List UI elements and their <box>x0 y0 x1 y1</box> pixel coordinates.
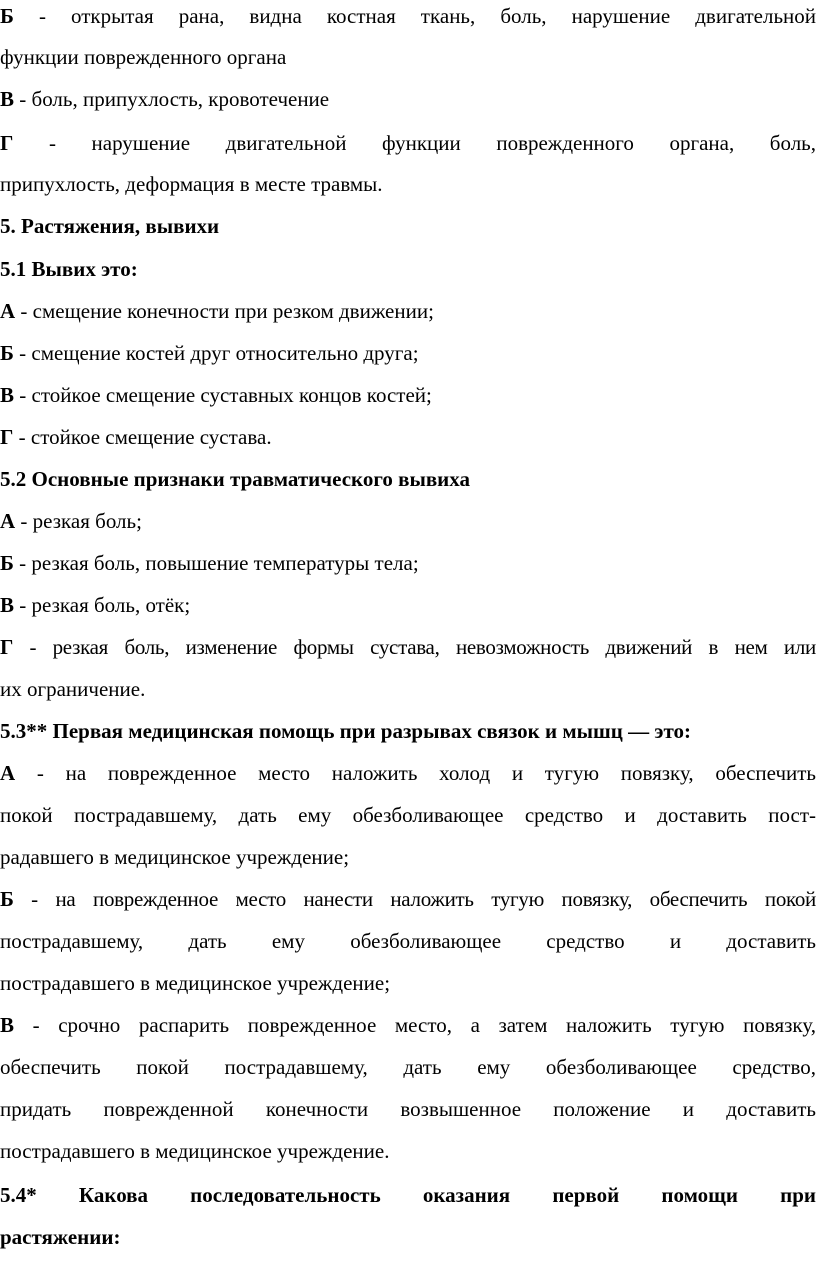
option-letter: Г <box>0 635 14 659</box>
text-line <box>0 970 816 996</box>
text-line <box>0 1054 816 1080</box>
question-heading: растяжении: <box>0 1225 121 1249</box>
option-text: пострадавшего в медицинское учреждение; <box>0 971 391 995</box>
option-text: пострадавшему, дать ему обезболивающее средство и доставить <box>0 929 816 953</box>
option-text: - срочно распарить поврежденное место, а затем наложить тугую повязку, <box>14 1013 816 1037</box>
option-letter: Г <box>0 425 14 449</box>
text-line <box>0 592 816 618</box>
text-line <box>0 550 816 576</box>
section-heading: 5. Растяжения, вывихи <box>0 214 220 238</box>
option-text: - боль, припухлость, кровотечение <box>14 87 330 111</box>
text-line <box>0 1096 816 1122</box>
option-letter: А <box>0 761 16 785</box>
text-line <box>0 130 816 156</box>
option-letter: Б <box>0 551 14 575</box>
option-letter: А <box>0 509 16 533</box>
option-text: радавшего в медицинское учреждение; <box>0 845 350 869</box>
option-text: - резкая боль, отёк; <box>14 593 191 617</box>
option-text: - на поврежденное место наложить холод и тугую повязку, обеспечить <box>15 761 816 785</box>
option-text: пострадавшего в медицинское учреждение. <box>0 1139 390 1163</box>
text-line <box>0 44 816 70</box>
option-text: - нарушение двигательной функции поврежденного органа, боль, <box>13 131 816 155</box>
option-text: функции поврежденного органа <box>0 45 287 69</box>
option-letter: В <box>0 1013 15 1037</box>
option-letter: А <box>0 299 16 323</box>
question-heading: 5.4* Какова последовательность оказания первой помощи при <box>0 1183 816 1207</box>
text-line <box>0 676 816 702</box>
text-line <box>0 844 816 870</box>
option-text: - резкая боль, изменение формы сустава, невозможность движений в нем или <box>13 635 816 659</box>
option-text: покой пострадавшему, дать ему обезболивающее средство и доставить пост- <box>0 803 816 827</box>
text-line <box>0 508 816 534</box>
question-heading: 5.1 Вывих это: <box>0 257 138 281</box>
option-text: - резкая боль; <box>15 509 142 533</box>
text-line <box>0 298 816 324</box>
option-text: их ограничение. <box>0 677 146 701</box>
option-letter: Г <box>0 131 14 155</box>
text-line <box>0 171 816 197</box>
option-text: припухлость, деформация в месте травмы. <box>0 172 383 196</box>
option-text: - смещение конечности при резком движении; <box>15 299 434 323</box>
question-heading: 5.3** Первая медицинская помощь при разрывах связок и мышц — это: <box>0 719 691 743</box>
text-line <box>0 760 816 786</box>
text-line <box>0 634 816 660</box>
text-line <box>0 382 816 408</box>
text-line <box>0 1012 816 1038</box>
option-text: - открытая рана, видна костная ткань, боль, нарушение двигательной <box>13 4 816 28</box>
text-line <box>0 928 816 954</box>
option-text: - стойкое смещение суставных концов костей; <box>14 383 432 407</box>
text-line <box>0 340 816 366</box>
option-text: - резкая боль, повышение температуры тела; <box>13 551 419 575</box>
text-line <box>0 886 816 912</box>
option-letter: Б <box>0 887 14 911</box>
option-letter: В <box>0 593 15 617</box>
option-text: - смещение костей друг относительно друга; <box>13 341 419 365</box>
option-letter: Б <box>0 4 14 28</box>
option-text: - на поврежденное место нанести наложить тугую повязку, обеспечить покой <box>13 887 816 911</box>
text-line <box>0 86 816 112</box>
option-text: придать поврежденной конечности возвышенное положение и доставить <box>0 1097 816 1121</box>
option-text: обеспечить покой пострадавшему, дать ему обезболивающее средство, <box>0 1055 816 1079</box>
option-text: - стойкое смещение сустава. <box>13 425 272 449</box>
text-line <box>0 3 816 29</box>
question-heading: 5.2 Основные признаки травматического вывиха <box>0 467 470 491</box>
option-letter: Б <box>0 341 14 365</box>
option-letter: В <box>0 383 15 407</box>
text-line <box>0 1138 816 1164</box>
text-line <box>0 802 816 828</box>
option-letter: В <box>0 87 15 111</box>
text-line <box>0 424 816 450</box>
